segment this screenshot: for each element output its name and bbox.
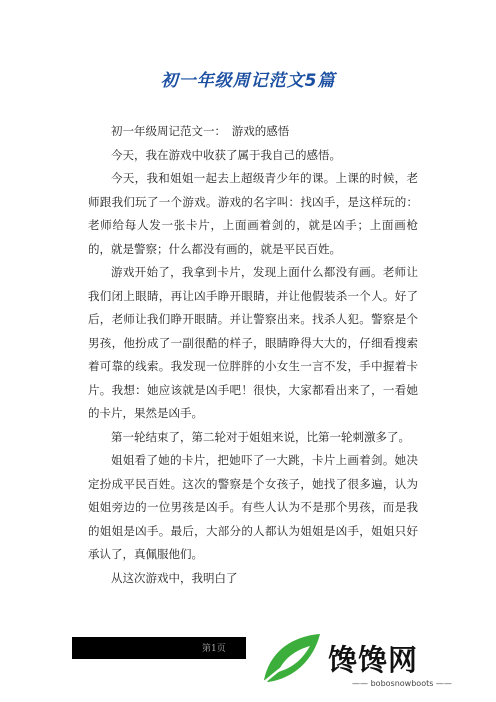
document-body bbox=[88, 120, 418, 590]
document-title: 初一年级周记范文5篇 bbox=[160, 71, 336, 91]
page-number: 第1页 bbox=[202, 644, 226, 654]
paragraph: 游戏开始了，我拿到卡片，发现上面什么都没有画。老师让我们闭上眼睛，再让凶手睁开眼睛，并让他假装杀一个人。好了后，老师让我们睁开眼睛。并让警察出来。找杀人犯。警察是个男孩，他扮成了一副很酷的样子，眼睛睁得大大的，仔细看搜索着可靠的线索。我发现一位胖胖的小女生一言不发，手中握着卡片。我想：她应该就是凶手吧！很快，大家都看出来了，一看她的卡片，果然是凶手。 bbox=[88, 265, 418, 420]
watermark-domain: —— bobosnowboots —— bbox=[352, 679, 452, 688]
watermark-domain-text: bobosnowboots bbox=[370, 679, 434, 688]
paragraph: 从这次游戏中，我明白了 bbox=[111, 570, 238, 585]
paragraph: 今天，我和姐姐一起去上超级青少年的课。上课的时候，老师跟我们玩了一个游戏。游戏的名字叫：找凶手，是这样玩的：老师给每人发一张卡片，上面画着剑的，就是凶手；上面画枪的，就是警察；什么都没有画的，就是平民百姓。 bbox=[88, 171, 418, 256]
paragraph: 姐姐看了她的卡片，把她吓了一大跳，卡片上画着剑。她决定扮成平民百姓。这次的警察是个女孩子，她找了很多遍，认为姐姐旁边的一位男孩是凶手。有些人认为不是那个男孩，而是我的姐姐是凶手。最后，大部分的人都认为姐姐是凶手，姐姐只好承认了，真佩服他们。 bbox=[88, 453, 418, 561]
leaf-logo-icon bbox=[256, 628, 326, 688]
watermark-logo-text: 馋馋网 bbox=[328, 643, 419, 677]
section-heading: 初一年级周记范文一： 游戏的感悟 bbox=[111, 124, 290, 138]
paragraph: 第一轮结束了，第二轮对于姐姐来说，比第一轮刺激多了。 bbox=[111, 429, 410, 444]
paragraph: 今天，我在游戏中收获了属于我自己的感悟。 bbox=[111, 147, 341, 162]
